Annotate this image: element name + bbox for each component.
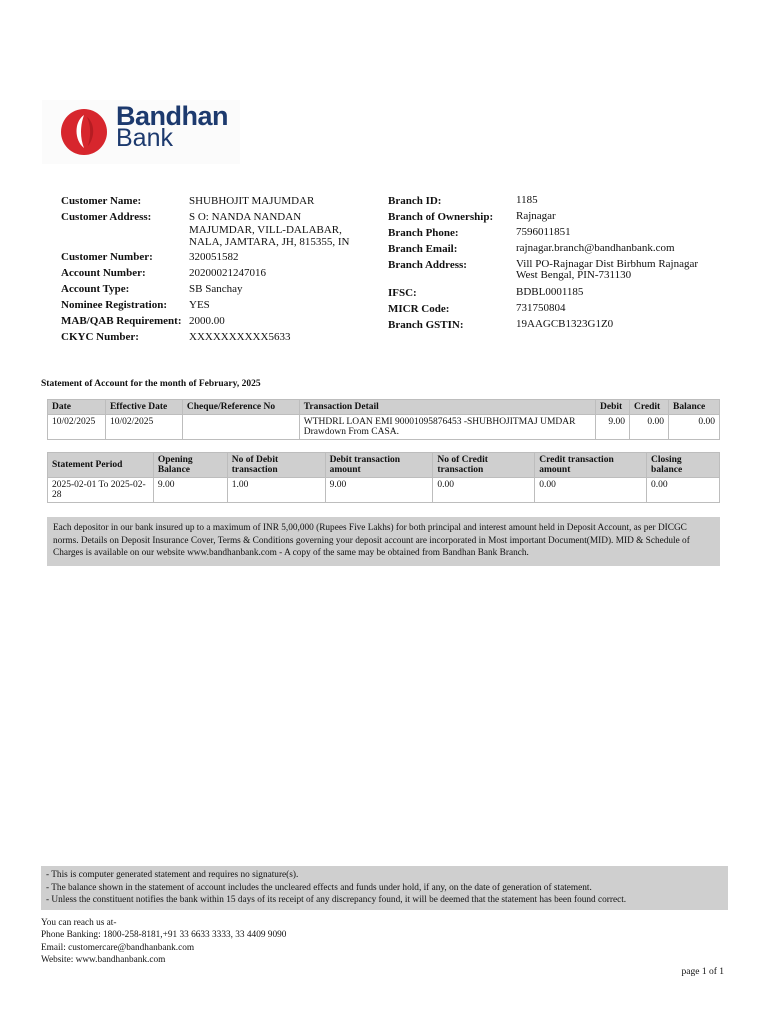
header-effective-date: Effective Date [105,400,182,415]
header-statement-period: Statement Period [48,453,154,478]
transactions-table [47,399,720,440]
header-opening-balance: Opening Balance [153,453,227,478]
customer-number-label: Customer Number: [61,251,153,263]
mab-value: 2000.00 [189,315,225,327]
header-transaction-detail: Transaction Detail [299,400,595,415]
ifsc-label: IFSC: [388,287,417,299]
customer-address-label: Customer Address: [61,211,152,223]
cell-balance: 0.00 [668,415,719,440]
cell-effective-date: 10/02/2025 [105,415,182,440]
ckyc-label: CKYC Number: [61,331,139,343]
mab-label: MAB/QAB Requirement: [61,315,182,327]
micr-label: MICR Code: [388,303,450,315]
table-row [48,415,720,440]
branch-email-label: Branch Email: [388,243,458,255]
branch-id-value: 1185 [516,194,538,206]
dicgc-notice: Each depositor in our bank insured up to a maximum of INR 5,00,000 (Rupees Five Lakhs) for both principal and interest amount held in Deposit Account, as per DICGC norms. Details on Deposit Insurance Cover, Terms & Conditions governing your deposit account are incorporated in Most important Document(MID). MID & Schedule of Charges is available on our website www.bandhanbank.com - A copy of the same may be obtained from Bandhan Bank Branch. [47,517,720,566]
branch-info [388,195,706,335]
branch-phone-label: Branch Phone: [388,227,459,239]
bandhan-logo-icon [60,108,108,156]
customer-name-value: SHUBHOJIT MAJUMDAR [189,195,315,207]
branch-ownership-label: Branch of Ownership: [388,211,494,223]
header-debit-count: No of Debit transaction [227,453,325,478]
account-number-value: 20200021247016 [189,267,266,279]
cell-opening-balance: 9.00 [153,478,227,503]
header-cheque-ref: Cheque/Reference No [182,400,299,415]
cell-credit-count: 0.00 [433,478,535,503]
branch-address-value: Vill PO-Rajnagar Dist Birbhum Rajnagar West Bengal, PIN-731130 [516,258,699,281]
header-balance: Balance [668,400,719,415]
header-closing-balance: Closing balance [647,453,720,478]
header-date: Date [48,400,106,415]
footer-note: - This is computer generated statement and requires no signature(s). [46,870,299,880]
cell-credit: 0.00 [630,415,669,440]
bank-logo [42,100,240,164]
customer-info [61,195,369,347]
cell-credit-amount: 0.00 [535,478,647,503]
contact-info [41,917,286,966]
cell-cheque-ref [182,415,299,440]
contact-phone: Phone Banking: 1800-258-8181,+91 33 6633 3333, 33 4409 9090 [41,930,287,941]
logo-text-line2: Bank [116,124,173,152]
branch-address-label: Branch Address: [388,259,467,271]
summary-table [47,452,720,503]
cell-date: 10/02/2025 [48,415,106,440]
cell-debit: 9.00 [596,415,630,440]
contact-intro: You can reach us at- [41,918,117,928]
account-type-label: Account Type: [61,283,130,295]
header-credit-count: No of Credit transaction [433,453,535,478]
statement-title: Statement of Account for the month of February, 2025 [41,379,261,389]
header-credit: Credit [630,400,669,415]
branch-ownership-value: Rajnagar [516,210,556,222]
ckyc-value: XXXXXXXXXX5633 [189,331,291,343]
branch-email-value: rajnagar.branch@bandhanbank.com [516,242,675,254]
contact-email: Email: customercare@bandhanbank.com [41,942,195,953]
header-debit-amount: Debit transaction amount [325,453,433,478]
contact-website: Website: www.bandhanbank.com [41,954,166,965]
cell-statement-period: 2025-02-01 To 2025-02-28 [48,478,154,503]
customer-name-label: Customer Name: [61,195,142,207]
cell-debit-count: 1.00 [227,478,325,503]
gstin-label: Branch GSTIN: [388,319,464,331]
cell-transaction-detail: WTHDRL LOAN EMI 90001095876453 -SHUBHOJITMAJ UMDAR Drawdown From CASA. [299,415,595,440]
footer-note: - The balance shown in the statement of account includes the uncleared effects and funds under hold, if any, on the date of generation of statement. [46,882,592,893]
summary-header-row [48,453,720,478]
nominee-value: YES [189,299,210,311]
footer-note: - Unless the constituent notifies the bank within 15 days of its receipt of any discrepancy found, it will be deemed that the statement has been found correct. [46,895,627,905]
gstin-value: 19AAGCB1323G1Z0 [516,318,614,330]
customer-address-value: S O: NANDA NANDAN MAJUMDAR, VILL-DALABAR, NALA, JAMTARA, JH, 815355, IN [189,211,350,248]
branch-id-label: Branch ID: [388,195,442,207]
cell-closing-balance: 0.00 [647,478,720,503]
logo-text-line1: Bandhan [116,101,229,131]
header-credit-amount: Credit transaction amount [535,453,647,478]
transactions-header-row [48,400,720,415]
cell-debit-amount: 9.00 [325,478,433,503]
account-type-value: SB Sanchay [189,283,243,295]
nominee-label: Nominee Registration: [61,299,168,311]
page-number: page 1 of 1 [681,967,724,977]
header-debit: Debit [596,400,630,415]
account-number-label: Account Number: [61,267,146,279]
branch-phone-value: 7596011851 [516,226,571,238]
footer-notes [41,866,728,910]
customer-number-value: 320051582 [189,251,239,263]
table-row [48,478,720,503]
ifsc-value: BDBL0001185 [516,286,584,298]
micr-value: 731750804 [516,302,566,314]
